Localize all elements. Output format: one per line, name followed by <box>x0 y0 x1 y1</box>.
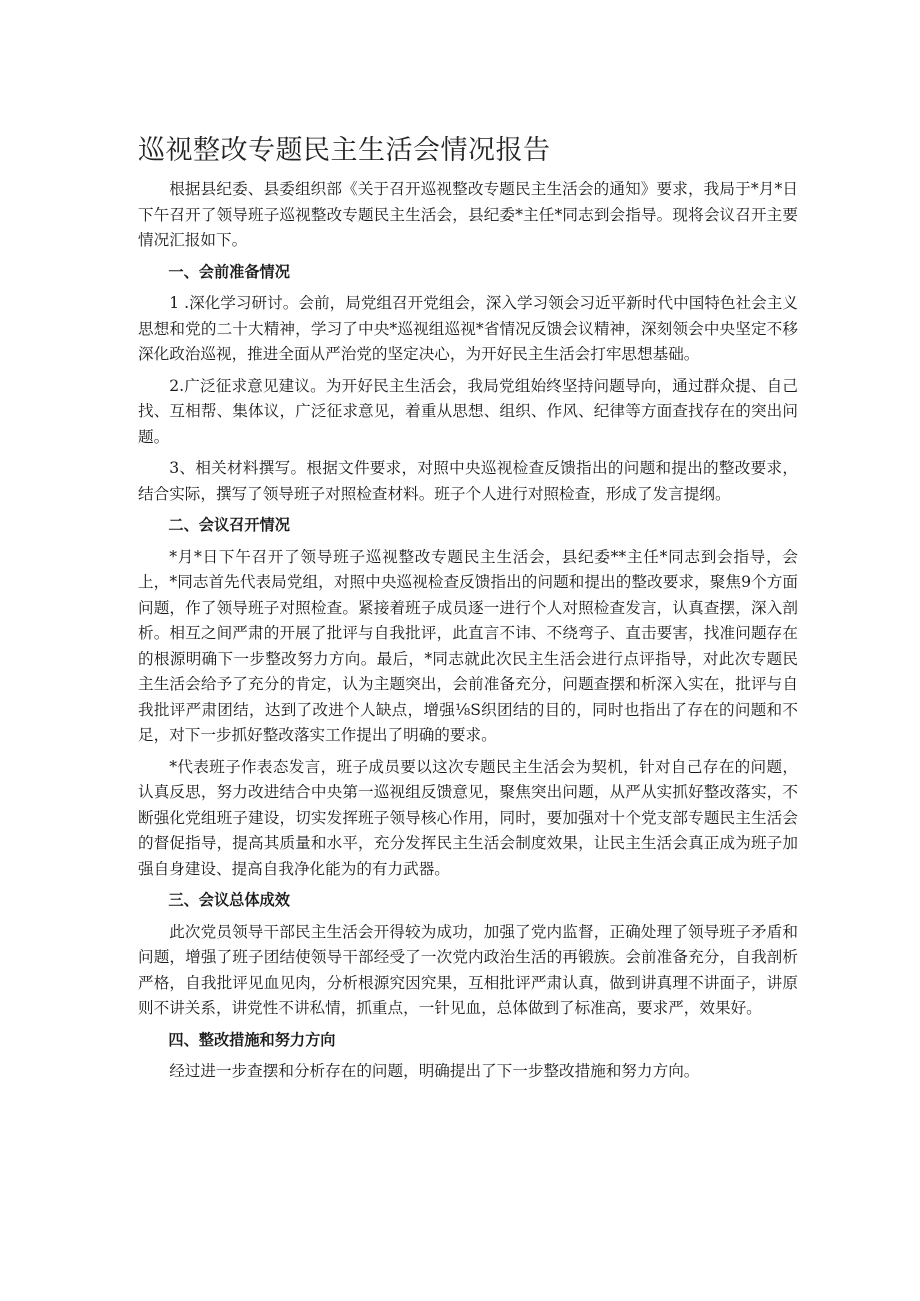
document-body <box>138 177 798 1091</box>
section-heading: 四、整改措施和努力方向 <box>168 1030 336 1049</box>
section-paragraph: 1 .深化学习研讨。会前，局党组召开党组会，深入学习领会习近平新时代中国特色社会主义思想和党的二十大精神，学习了中央*巡视组巡视*省情况反馈会议精神，深刻领会中央坚定不移深化政治巡视，推进全面从严治党的坚定决心，为开好民主生活会打牢思想基础。 <box>138 294 798 363</box>
section-measures <box>138 1028 798 1085</box>
intro-paragraph: 根据县纪委、县委组织部《关于召开巡视整改专题民主生活会的通知》要求，我局于*月*日下午召开了领导班子巡视整改专题民主生活会，县纪委*主任*同志到会指导。现将会议召开主要情况汇报如下。 <box>138 180 798 249</box>
section-paragraph: *代表班子作表态发言，班子成员要以这次专题民主生活会为契机，针对自己存在的问题，认真反思，努力改进结合中央第一巡视组反馈意见，聚焦突出问题，从严从实抓好整改落实，不断强化党组班子建设，切实发挥班子领导核心作用，同时，要加强对十个党支部专题民主生活会的督促指导，提高其质量和水平，充分发挥民主生活会制度效果，让民主生活会真正成为班子加强自身建设、提高自我净化能为的有力武器。 <box>138 757 798 878</box>
section-meeting <box>138 513 798 882</box>
section-heading: 二、会议召开情况 <box>168 516 290 534</box>
document-title: 巡视整改专题民主生活会情况报告 <box>138 135 551 166</box>
section-preparation <box>138 260 798 508</box>
section-paragraph: 经过进一步查摆和分析存在的问题，明确提出了下一步整改措施和努力方向。 <box>169 1062 700 1080</box>
section-paragraph: 3、相关材料撰写。根据文件要求，对照中央巡视检查反馈指出的问题和提出的整改要求，结合实际，撰写了领导班子对照检查材料。班子个人进行对照检查，形成了发言提纲。 <box>138 459 798 503</box>
section-paragraph: *月*日下午召开了领导班子巡视整改专题民主生活会，县纪委**主任*同志到会指导，会上，*同志首先代表局党组，对照中央巡视检查反馈指出的问题和提出的整改要求，聚焦9个方面问题，作了领导班子对照检查。紧接着班子成员逐一进行个人对照检查发言，认真查摆，深入剖析。相互之间严肃的开展了批评与自我批评，此直言不讳、不绕弯子、直击要害，找准问题存在的根源明确下一步整改努力方向。最后，*同志就此次民主生活会进行点评指导，对此次专题民主生活会给予了充分的肯定，认为主题突出，会前准备充分，问题查摆和析深入实在，批评与自我批评严肃团结，达到了改进个人缺点，增强⅛S织团结的目的，同时也指出了存在的问题和不足，对下一步抓好整改落实工作提出了明确的要求。 <box>138 547 798 744</box>
section-paragraph: 2.广泛征求意见建议。为开好民主生活会，我局党组始终坚持问题导向，通过群众提、自己找、互相帮、集体议，广泛征求意见，着重从思想、组织、作风、纪律等方面查找存在的突出问题。 <box>138 376 798 446</box>
section-results <box>138 888 798 1022</box>
section-heading: 三、会议总体成效 <box>168 891 290 909</box>
section-paragraph: 此次党员领导干部民主生活会开得较为成功，加强了党内监督，正确处理了领导班子矛盾和问题，增强了班子团结使领导干部经受了一次党内政治生活的再锻族。会前准备充分，自我剖析严格，自我批评见血见肉，分析根源究因究果，互相批评严肃认真，做到讲真理不讲面子，讲原则不讲关系，讲党性不讲私情，抓重点，一针见血，总体做到了标准高，要求严，效果好。 <box>138 922 798 1017</box>
section-heading: 一、会前准备情况 <box>168 262 290 281</box>
